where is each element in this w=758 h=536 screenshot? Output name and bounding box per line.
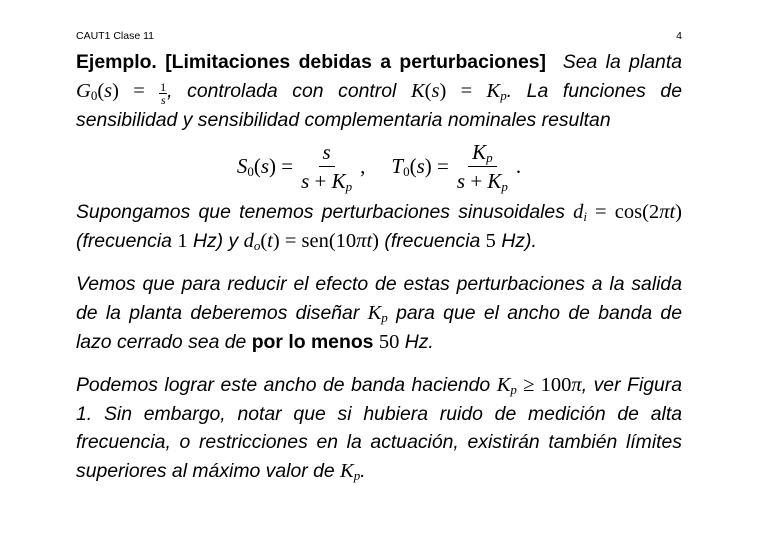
paragraph-disturbances: Supongamos que tenemos perturbaciones sinusoidales $d_i = \cos(2\pi t)$ (frecuencia 1 Hz) y $d_o(t) = sen(10\pi t)$ (frecuencia 5 Hz). <box>76 201 682 253</box>
control-equation: $K(s) = K_p$ <box>410 79 507 103</box>
paragraph-conclusion: Podemos lograr este ancho de banda haciendo $K_p \ge 100\pi$, ver Figura 1. Sin embargo, notar que si hubiera ruido de medición de alta frecuencia, o restricciones en la actuación, existirán también límites superiores al máximo valor de $K_p$. <box>76 374 683 483</box>
emphasis-at-least: por lo menos <box>251 330 374 353</box>
sensitivity-equations: $S_0(s)$ = $\frac{s}{s + K_p}$ , $T_0(s)$ = $\frac{K_p}{s + K_p}$ . <box>236 139 522 194</box>
page-number: 4 <box>676 30 682 42</box>
paragraph-bandwidth: Vemos que para reducir el efecto de estas perturbaciones a la salida de la planta deberemos diseñar $K_p$ para que el ancho de banda de lazo cerrado sea de por lo menos 50 Hz. <box>76 273 682 353</box>
slide-header <box>76 30 682 42</box>
paragraph-example: Ejemplo. [Limitaciones debidas a perturbaciones] Sea la planta $G_0(s)$ = $\frac{1}{s}$ , controlada con control $K(s) = K_p$. La funciones de sensibilidad y sensibilidad complementaria nominales resultan <box>76 51 682 131</box>
example-title: Ejemplo. [Limitaciones debidas a perturbaciones] <box>76 51 546 73</box>
course-label: CAUT1 Clase 11 <box>76 30 155 42</box>
plant-equation: $G_0(s)$ = $\frac{1}{s}$ <box>76 79 167 107</box>
slide-content <box>76 48 682 486</box>
